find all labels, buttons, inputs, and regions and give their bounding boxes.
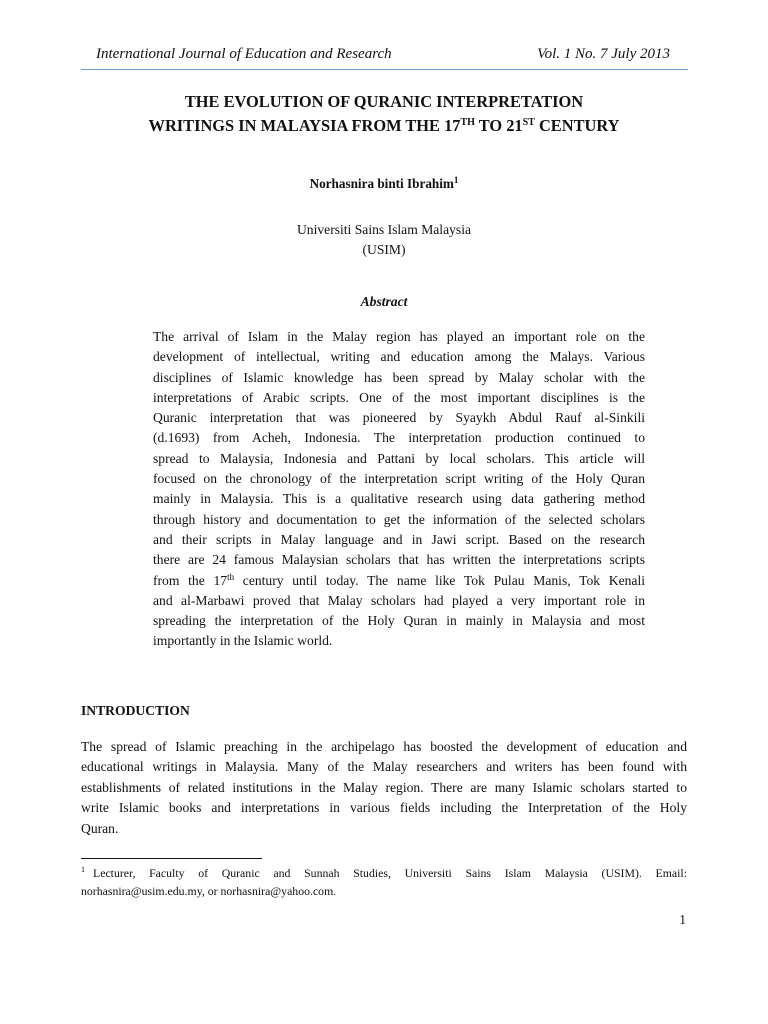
abstract-line: (d.1693) from Acheh, Indonesia. The interpretation production continued to (153, 430, 645, 446)
abstract-line: Quranic interpretation that was pioneered by Syaykh Abdul Rauf al-Sinkili (153, 410, 645, 426)
intro-line: write Islamic books and interpretations in various fields including the Interpretation of the Holy (81, 800, 687, 816)
abstract-line: there are 24 famous Malaysian scholars that has written the interpretations scripts (153, 552, 645, 568)
footnote-marker: 1 (453, 175, 459, 185)
title-superscript: TH (460, 117, 475, 128)
abstract-heading: Abstract (360, 294, 408, 309)
intro-line: The spread of Islamic preaching in the archipelago has boosted the development of education and (81, 739, 687, 754)
intro-line: Quran. (81, 820, 119, 836)
ordinal-superscript: th (227, 571, 235, 582)
title-superscript: ST (522, 117, 535, 128)
title-line-2 (80, 114, 688, 138)
header-divider (81, 69, 688, 70)
abstract-line: mainly in Malaysia. This is a qualitative research using data gathering method (153, 491, 645, 507)
abstract-line: and their scripts in Malay language and in Jawi script. Based on the research (153, 531, 645, 547)
abstract-line: development of intellectual, writing and education among the Malays. Various (153, 349, 645, 365)
abstract-line: focused on the chronology of the interpretation script writing of the Holy Quran (153, 471, 645, 487)
abstract-line: and al-Marbawi proved that Malay scholars had played a very important role in (153, 592, 645, 608)
abstract-body (153, 327, 645, 652)
title-line-2-part: CENTURY (534, 116, 620, 135)
footnote-line: norhasnira@usim.edu.my, or norhasnira@yahoo.com. (81, 884, 337, 898)
title-line-2-part: TO 21 (474, 116, 523, 135)
author-name-text: Norhasnira binti Ibrahim (309, 176, 454, 191)
footnote-divider (81, 858, 262, 859)
footnote-text: Lecturer, Faculty of Quranic and Sunnah Studies, Universiti Sains Islam Malaysia (USIM). Email: (93, 866, 687, 880)
abstract-line: through history and documentation to get the information of the selected scholars (153, 511, 645, 527)
footnote-marker: 1 (81, 865, 85, 874)
running-header (96, 45, 670, 63)
footnote (81, 864, 687, 900)
introduction-heading: INTRODUCTION (81, 703, 190, 718)
footnote-line (81, 864, 687, 882)
journal-name: International Journal of Education and Research (96, 46, 392, 62)
abstract-line: interpretations of Arabic scripts. One of the most important disciplines is the (153, 389, 645, 405)
abstract-line-part: century until today. The name like Tok Pulau Manis, Tok Kenali (234, 572, 645, 588)
abstract-line: The arrival of Islam in the Malay region has played an important role on the (153, 329, 645, 344)
introduction-body (81, 737, 687, 839)
intro-line: educational writings in Malaysia. Many of the Malay researchers and writers has been found with (81, 759, 687, 775)
abstract-line: importantly in the Islamic world. (153, 633, 333, 649)
affiliation-line: (USIM) (362, 242, 406, 257)
abstract-line: disciplines of Islamic knowledge has been spread by Malay scholar with the (153, 369, 645, 385)
paper-title (80, 90, 688, 138)
intro-line: establishments of related institutions in the Malay region. There are many Islamic scholars started to (81, 779, 687, 795)
title-line-2-part: WRITINGS IN MALAYSIA FROM THE 17 (148, 116, 461, 135)
affiliation-line: Universiti Sains Islam Malaysia (296, 222, 472, 237)
abstract-line: spreading the interpretation of the Holy Quran in mainly in Malaysia and most (153, 613, 645, 629)
abstract-line (153, 571, 645, 591)
author-name (80, 176, 688, 192)
abstract-line: spread to Malaysia, Indonesia and Pattani by local scholars. This article will (153, 450, 645, 466)
page-number: 1 (679, 912, 686, 927)
issue-info: Vol. 1 No. 7 July 2013 (537, 46, 670, 62)
affiliation (80, 220, 688, 260)
abstract-line-part: from the 17 (153, 572, 228, 588)
title-line-1: THE EVOLUTION OF QURANIC INTERPRETATION (184, 92, 584, 111)
